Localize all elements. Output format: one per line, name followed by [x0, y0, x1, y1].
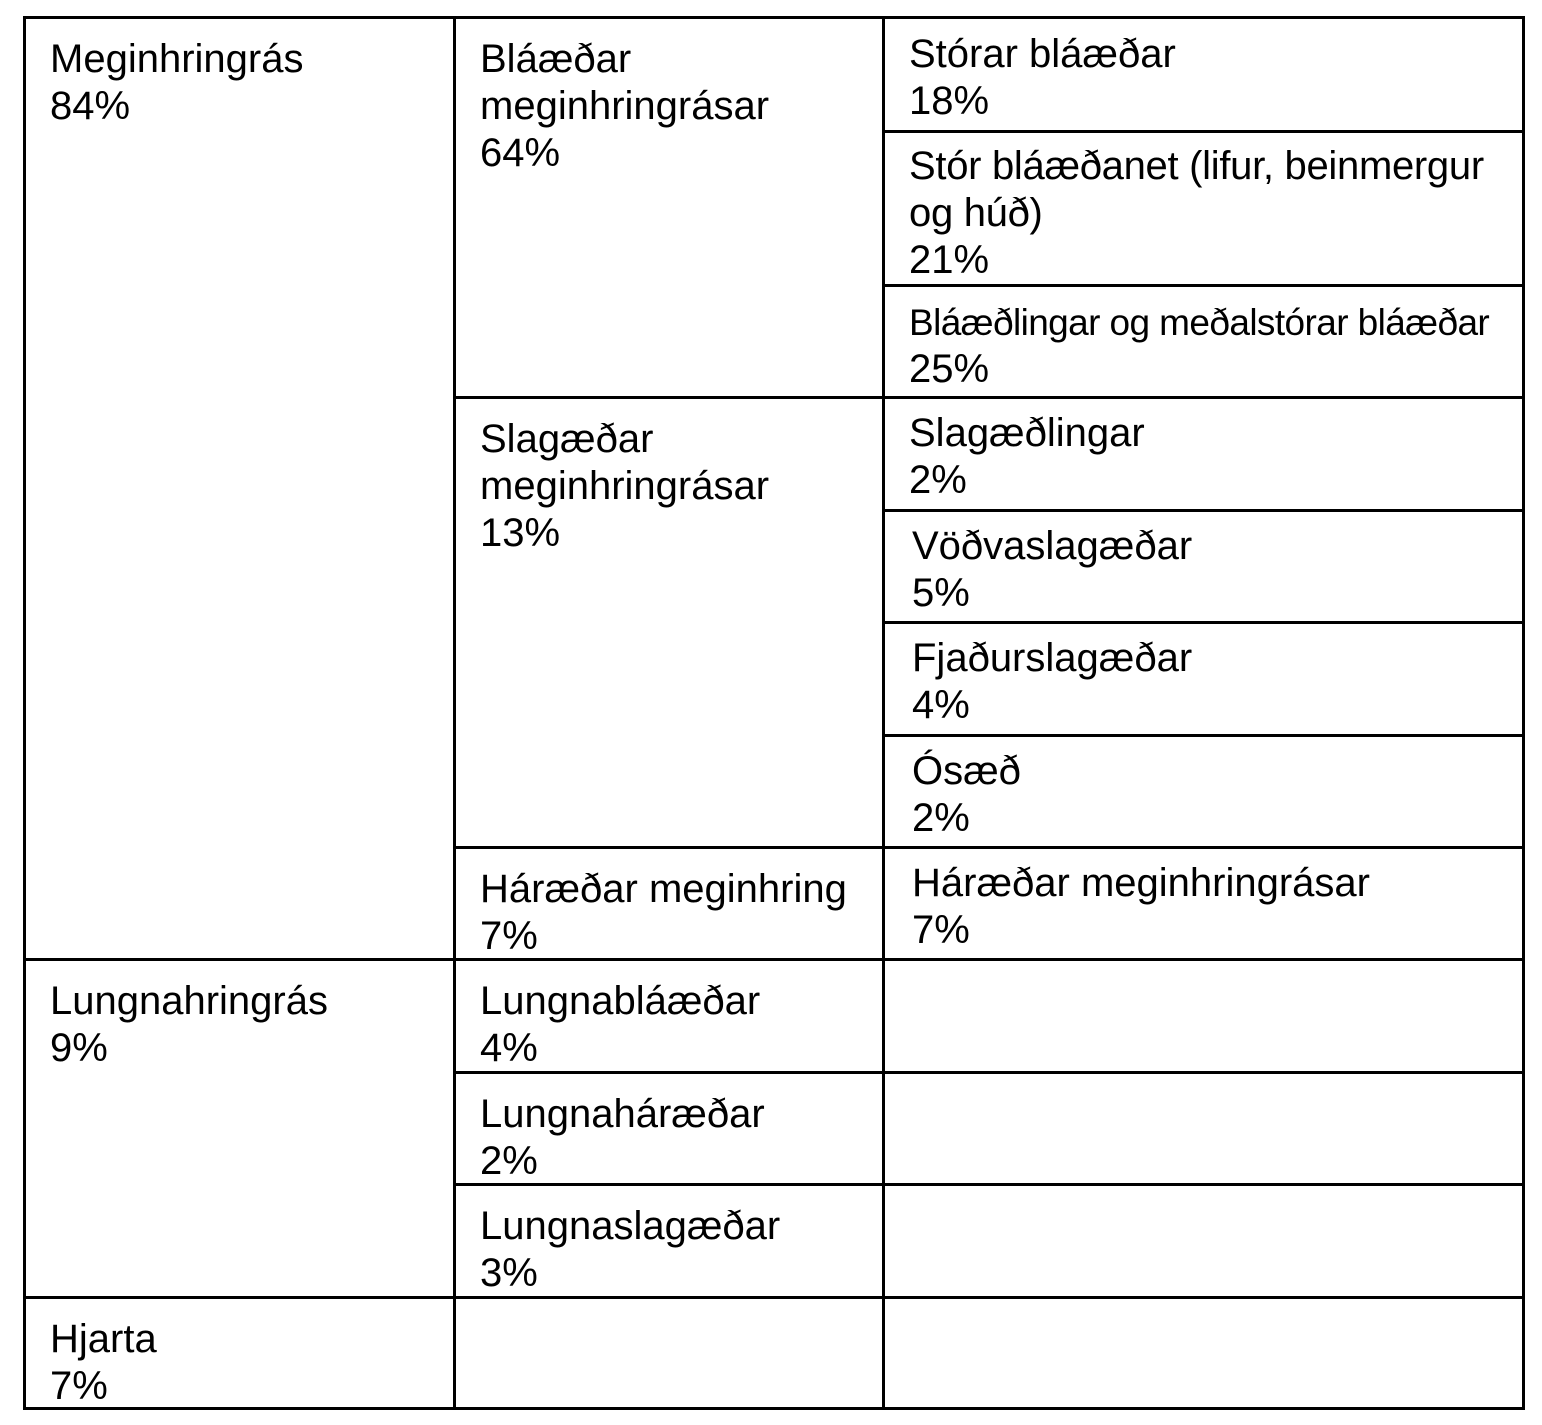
category-cell-systemic [26, 19, 453, 958]
item-name: Stór bláæðanet (lifur, beinmergur og húð) [909, 144, 1484, 235]
blood-distribution-table [23, 16, 1525, 1410]
item-name: Ósæð [912, 749, 1021, 793]
item-name: Fjaðurslagæðar [912, 636, 1193, 680]
item-name: Bláæðlingar og meðalstórar bláæðar [909, 302, 1490, 343]
empty-cell [456, 1299, 882, 1407]
group-cell-pulmonary-arteries [456, 1186, 882, 1296]
item-name: Vöðvaslagæðar [912, 524, 1193, 568]
group-percent: 3% [480, 1251, 538, 1295]
item-cell-aorta [885, 737, 1522, 846]
group-name: Lungnaháræðar [480, 1092, 765, 1136]
item-name: Háræðar meginhringrásar [912, 861, 1370, 905]
category-name: Hjarta [50, 1317, 157, 1361]
empty-cell [885, 961, 1522, 1071]
item-percent: 2% [912, 796, 970, 840]
item-cell-large-veins [885, 19, 1522, 130]
group-percent: 7% [480, 914, 538, 958]
group-percent: 2% [480, 1139, 538, 1183]
group-name: Lungnabláæðar [480, 979, 761, 1023]
group-name: Bláæðar meginhringrásar [480, 37, 770, 128]
item-percent: 7% [912, 908, 970, 952]
group-name: Slagæðar meginhringrásar [480, 417, 770, 508]
group-percent: 64% [480, 131, 561, 175]
item-cell-elastic-arteries [885, 624, 1522, 734]
group-cell-pulmonary-capillaries [456, 1074, 882, 1183]
group-percent: 4% [480, 1026, 538, 1070]
empty-cell [885, 1074, 1522, 1183]
group-name: Háræðar meginhring [480, 867, 847, 911]
category-cell-heart [26, 1299, 453, 1407]
group-cell-pulmonary-veins [456, 961, 882, 1071]
item-cell-systemic-capillaries [885, 849, 1522, 958]
item-cell-arterioles [885, 399, 1522, 509]
item-percent: 2% [909, 458, 967, 502]
item-cell-venules [885, 287, 1522, 396]
group-percent: 13% [480, 511, 561, 555]
item-percent: 21% [909, 238, 990, 282]
group-cell-systemic-capillaries [456, 849, 882, 958]
category-percent: 7% [50, 1364, 108, 1408]
group-cell-systemic-veins [456, 19, 882, 396]
category-percent: 9% [50, 1026, 108, 1070]
group-name: Lungnaslagæðar [480, 1204, 781, 1248]
item-percent: 5% [912, 571, 970, 615]
empty-cell [885, 1186, 1522, 1296]
item-cell-muscular-arteries [885, 512, 1522, 621]
category-percent: 84% [50, 84, 131, 128]
empty-cell [885, 1299, 1522, 1407]
item-name: Stórar bláæðar [909, 32, 1176, 76]
category-name: Lungnahringrás [50, 979, 328, 1023]
item-name: Slagæðlingar [909, 411, 1145, 455]
category-cell-pulmonary [26, 961, 453, 1296]
category-name: Meginhringrás [50, 37, 304, 81]
group-cell-systemic-arteries [456, 399, 882, 846]
item-percent: 4% [912, 683, 970, 727]
item-percent: 18% [909, 79, 990, 123]
item-cell-venous-networks [885, 133, 1522, 284]
item-percent: 25% [909, 347, 990, 391]
